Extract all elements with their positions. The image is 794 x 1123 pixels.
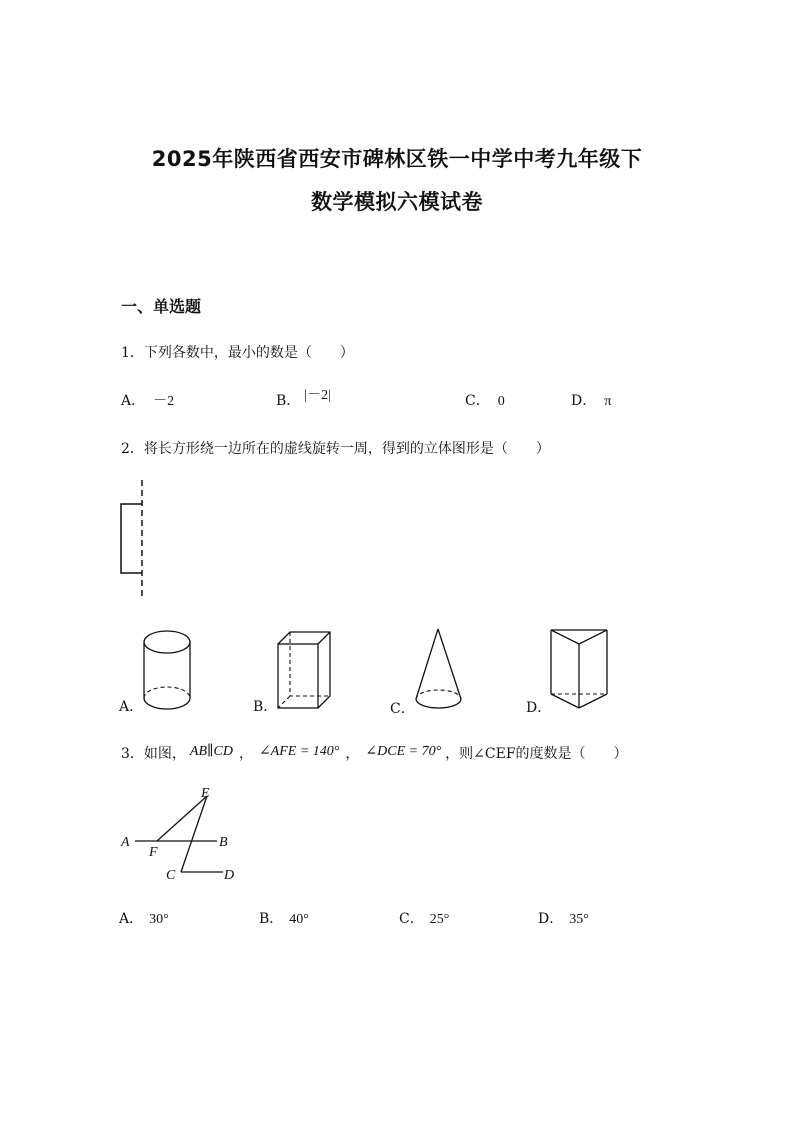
question-3-option-b xyxy=(259,908,309,928)
condition-angle-afe: ∠AFE = 140° xyxy=(258,744,340,759)
point-label-d: D xyxy=(224,868,235,883)
option-value: 40° xyxy=(289,912,309,927)
question-1-option-c xyxy=(465,390,505,410)
option-value: |－2| xyxy=(304,388,331,403)
question-3-option-c xyxy=(399,908,449,928)
question-2-option-a-label: A． xyxy=(119,699,144,715)
option-value: －2 xyxy=(153,394,175,409)
point-label-a: A xyxy=(121,835,130,850)
option-label: D． xyxy=(538,911,564,927)
question-3-option-d xyxy=(538,908,589,928)
option-label: A． xyxy=(121,393,146,409)
point-label-b: B xyxy=(219,835,228,850)
question-1-option-a xyxy=(121,390,174,410)
option-label: C． xyxy=(399,911,424,927)
question-2-stem: 2．将长方形绕一边所在的虚线旋转一周，得到的立体图形是（ ） xyxy=(121,441,550,457)
option-label: B． xyxy=(276,393,301,409)
condition-parallel: AB∥CD xyxy=(189,744,233,759)
question-2-option-b-label: B． xyxy=(253,699,278,715)
option-value: 0 xyxy=(497,394,505,409)
option-label: D． xyxy=(571,393,597,409)
option-value: 30° xyxy=(149,912,169,927)
page-title-line-1: 2025年陕西省西安市碑林区铁一中学中考九年级下 xyxy=(151,147,643,171)
condition-angle-dce: ∠DCE = 70° xyxy=(365,744,442,759)
section-heading: 一、单选题 xyxy=(121,297,202,316)
question-3-stem xyxy=(121,743,628,763)
question-1-stem: 1．下列各数中，最小的数是（ ） xyxy=(121,345,354,361)
rectangular-prism-figure xyxy=(274,628,334,714)
option-label: C． xyxy=(465,393,490,409)
question-3-option-a xyxy=(119,908,169,928)
question-2-option-d-label: D． xyxy=(526,700,552,716)
page-title-line-2: 数学模拟六模试卷 xyxy=(311,190,483,214)
question-1-option-b xyxy=(276,390,331,410)
rectangle-rotation-figure xyxy=(115,478,155,600)
stem-separator: ， xyxy=(345,746,360,762)
option-value: 35° xyxy=(569,912,589,927)
point-label-e: E xyxy=(201,786,210,801)
question-2-option-c-label: C． xyxy=(390,701,415,717)
stem-separator: ， xyxy=(238,746,253,762)
point-label-f: F xyxy=(149,845,158,860)
stem-prefix: 3．如图， xyxy=(121,746,186,762)
option-value: π xyxy=(604,394,612,409)
option-value: 25° xyxy=(429,912,450,927)
option-label: A． xyxy=(119,911,144,927)
rectangle-sides xyxy=(121,504,142,573)
triangular-prism-figure xyxy=(545,626,615,716)
point-label-c: C xyxy=(166,868,176,883)
option-label: B． xyxy=(259,911,284,927)
stem-suffix: ，则∠CEF的度数是（ ） xyxy=(445,746,628,762)
cylinder-figure xyxy=(140,628,196,712)
question-1-option-d xyxy=(571,390,611,410)
cone-figure xyxy=(410,626,470,716)
parallel-lines-figure xyxy=(115,782,245,886)
